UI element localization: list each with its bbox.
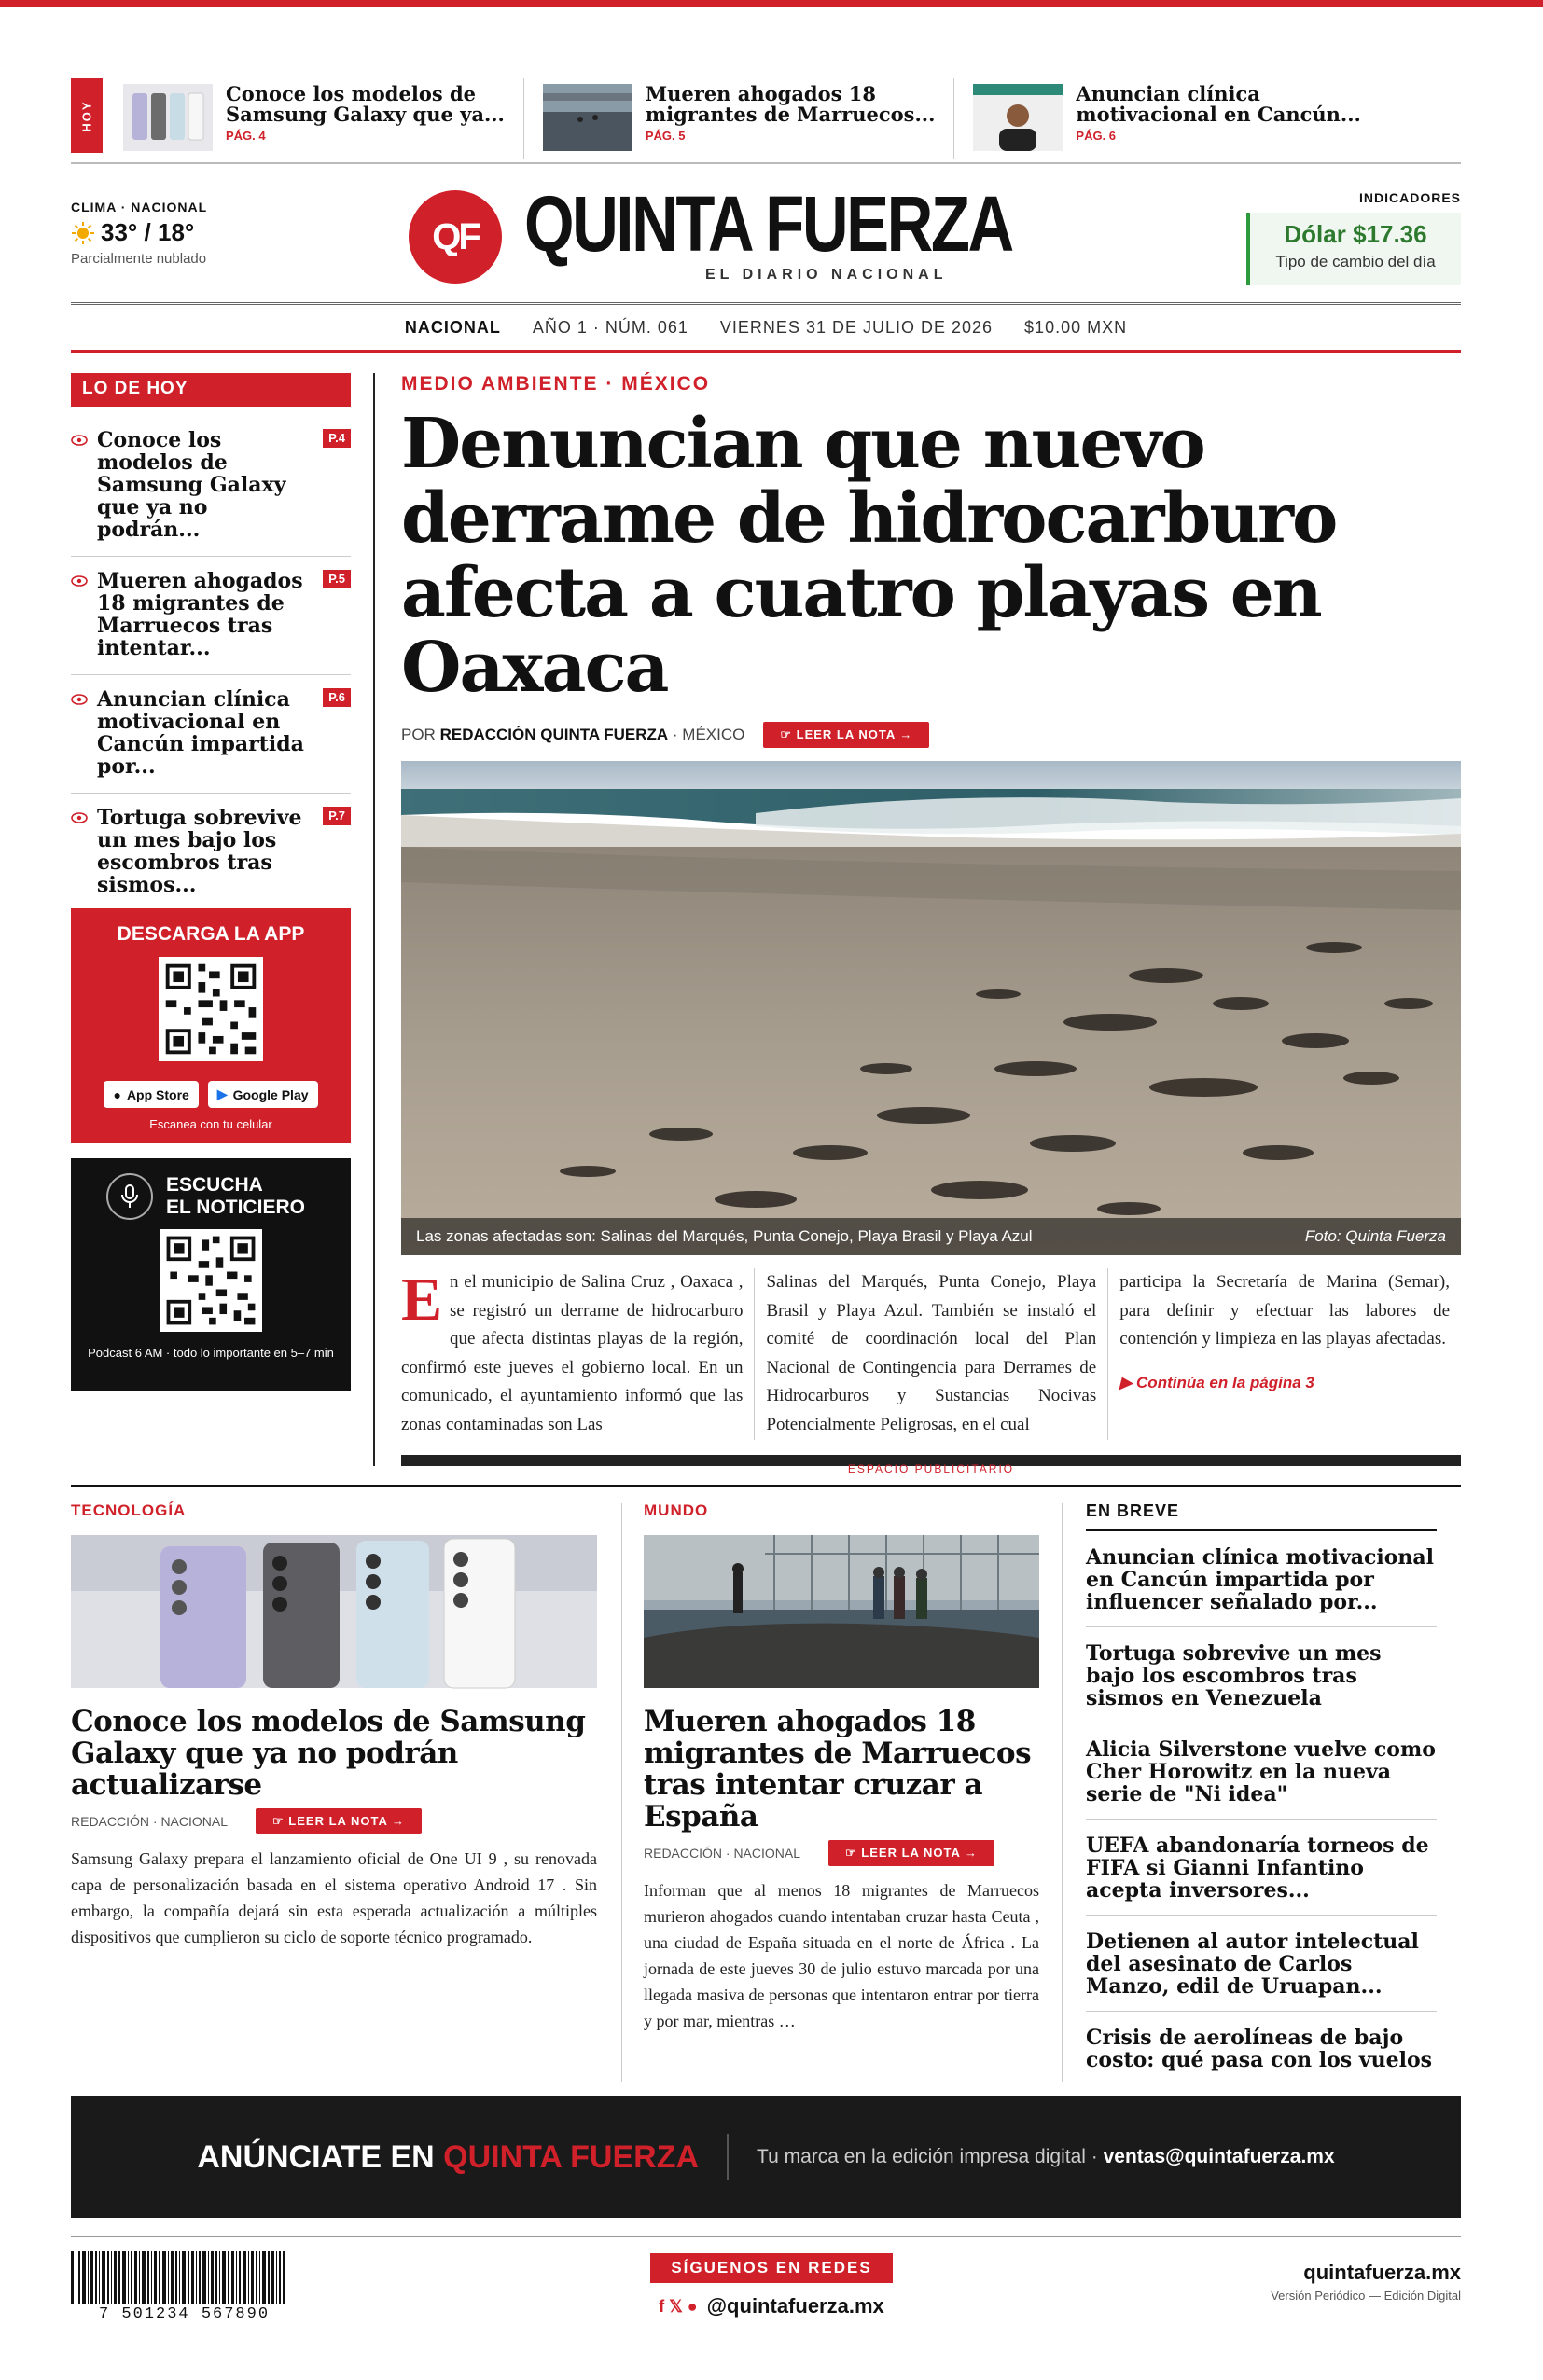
tech-tag: TECNOLOGÍA <box>71 1501 187 1519</box>
article-kicker: MEDIO AMBIENTE · MÉXICO <box>401 373 711 394</box>
sidebar-item-text: Mueren ahogados 18 migrantes de Marruecos tras intentar... <box>97 569 303 660</box>
article-col-3: participa la Secretaría de Marina (Semar), para definir y efectuar las labores de contención y limpieza en las playas afectadas. ▶ Continúa en la página 3 <box>1107 1268 1461 1440</box>
oil-spill-beach-photo <box>401 761 1461 1255</box>
exchange-rate-value: Dólar $17.36 <box>1284 220 1427 248</box>
play-icon: ▶ <box>216 1086 228 1101</box>
footer-rule <box>71 2236 1461 2237</box>
lead-article <box>401 373 1461 748</box>
caption-text: Las zonas afectadas son: Salinas del Marqués, Punta Conejo, Playa Brasil y Playa Azul <box>416 1227 1033 1245</box>
meta-section: NACIONAL <box>404 317 501 337</box>
world-headline[interactable]: Mueren ahogados 18 migrantes de Marruecos tras intentar cruzar a España <box>644 1705 1032 1833</box>
tech-text: Samsung Galaxy prepara el lanzamiento oficial de One UI 9 , su renovada capa de personalización basada en el sistema operativo Android 17 . Sin embargo, la compañía dejará sin esta esperada actualización a múltiples dispositivos que cumplieron su ciclo de soporte técnico programado. <box>71 1849 597 1946</box>
dropcap: E <box>401 1266 443 1334</box>
teaser-title: Anuncian clínica motivacional en Cancún... <box>1076 82 1361 126</box>
brief-item[interactable]: Anuncian clínica motivacional en Cancún impartida por influencer señalado por... <box>1086 1531 1437 1627</box>
advertise-banner[interactable] <box>71 2096 1461 2218</box>
samsung-phones-thumbnail <box>123 84 213 151</box>
weather-widget <box>71 200 207 267</box>
photo-caption <box>401 1218 1461 1255</box>
section-rule <box>71 1485 1461 1488</box>
sidebar-item-text: Conoce los modelos de Samsung Galaxy que ya no podrán... <box>97 428 286 542</box>
brief-item[interactable]: UEFA abandonaría torneos de FIFA si Gianni Infantino acepta inversores... <box>1086 1820 1437 1916</box>
app-download-box <box>71 908 351 1143</box>
column-divider <box>1062 1503 1063 2082</box>
tech-headline[interactable]: Conoce los modelos de Samsung Galaxy que ya no podrán actualizarse <box>71 1705 586 1802</box>
article-col-1: En el municipio de Salina Cruz , Oaxaca , se registró un derrame de hidrocarburo que afecta distintas playas de la región, confirmó este jueves el gobierno local. En un comunicado, el ayuntamiento informó que las zonas contaminadas son Las <box>401 1266 744 1434</box>
microphone-icon <box>106 1173 153 1220</box>
google-play-button[interactable]: ▶ Google Play <box>208 1081 318 1108</box>
social-header: SÍGUENOS EN REDES <box>650 2253 892 2283</box>
meta-price: $10.00 MXN <box>1024 317 1128 337</box>
podcast-box <box>71 1158 351 1391</box>
app-qr-code[interactable] <box>159 957 263 1061</box>
influencer-portrait-thumbnail <box>973 84 1063 151</box>
advertise-email[interactable]: ventas@quintafuerza.mx <box>1103 2146 1335 2167</box>
store-badges <box>71 1081 351 1108</box>
indicators-label: INDICADORES <box>1358 190 1461 205</box>
left-sidebar <box>71 373 351 924</box>
teaser-page: PÁG. 6 <box>1076 129 1117 143</box>
app-scan-hint: Escanea con tu celular <box>149 1117 272 1131</box>
brief-item[interactable]: Detienen al autor intelectual del asesinato de Carlos Manzo, edil de Uruapan... <box>1086 1916 1437 2012</box>
meta-edition: AÑO 1 · NÚM. 061 <box>532 317 688 337</box>
world-byline: REDACCIÓN · NACIONAL ☞ LEER LA NOTA → <box>644 1840 1039 1866</box>
sidebar-item-page: P.5 <box>323 570 351 588</box>
banner-divider <box>727 2134 729 2180</box>
tech-read-button[interactable]: ☞ LEER LA NOTA → <box>256 1808 422 1834</box>
teaser-title: Mueren ahogados 18 migrantes de Marruecos... <box>645 82 936 126</box>
site-info <box>1271 2261 1461 2303</box>
weather-temp: 33° / 18° <box>71 218 207 247</box>
eye-icon <box>71 694 88 705</box>
brief-item[interactable]: Alicia Silverstone vuelve como Cher Horowitz en la nueva serie de "Ni idea" <box>1086 1723 1437 1820</box>
teaser-title: Conoce los modelos de Samsung Galaxy que ya... <box>226 82 505 126</box>
tech-section <box>71 1501 597 1950</box>
sidebar-item[interactable] <box>71 807 351 911</box>
teaser-strip <box>71 78 1461 164</box>
top-accent-bar <box>0 0 1543 7</box>
weather-desc: Parcialmente nublado <box>71 251 207 267</box>
barcode-number: 7 501234 567890 <box>99 2305 271 2323</box>
logo-tagline: EL DIARIO NACIONAL <box>705 267 948 283</box>
eye-icon <box>71 575 88 587</box>
samsung-phones-photo <box>71 1535 597 1688</box>
edition-meta-line <box>71 302 1461 353</box>
logo-badge[interactable]: QF <box>409 190 502 284</box>
sidebar-item-page: P.6 <box>323 688 351 707</box>
column-divider <box>621 1503 622 2082</box>
brief-section <box>1086 1501 1437 2084</box>
exchange-rate-box <box>1246 213 1461 285</box>
weather-label: CLIMA · NACIONAL <box>71 200 208 214</box>
read-article-button[interactable]: ☞ LEER LA NOTA → <box>763 722 929 748</box>
apple-icon: ● <box>113 1086 121 1102</box>
brief-item[interactable]: Tortuga sobrevive un mes bajo los escombros tras sismos en Venezuela <box>1086 1627 1437 1723</box>
brief-item[interactable]: Crisis de aerolíneas de bajo costo: qué pasa con los vuelos <box>1086 2026 1433 2072</box>
eye-icon <box>71 812 88 823</box>
hoy-tab: HOY <box>71 78 103 153</box>
article-byline: POR REDACCIÓN QUINTA FUERZA · MÉXICO ☞ LEER LA NOTA → <box>401 722 1461 748</box>
continue-link[interactable]: ▶ Continúa en la página 3 <box>1119 1373 1314 1391</box>
advertise-title: ANÚNCIATE EN QUINTA FUERZA <box>197 2138 700 2175</box>
article-headline[interactable]: Denuncian que nuevo derrame de hidrocarburo afecta a cuatro playas en Oaxaca <box>401 404 1337 708</box>
migrants-breakwater-photo <box>644 1535 1039 1688</box>
podcast-header: ESCUCHA EL NOTICIERO <box>71 1158 351 1220</box>
photo-credit: Foto: Quinta Fuerza <box>1304 1227 1446 1245</box>
ad-space-strip: ESPACIO PUBLICITARIO <box>401 1455 1461 1466</box>
podcast-sub: Podcast 6 AM · todo lo importante en 5–7 min <box>88 1346 334 1360</box>
indicators-widget <box>1246 190 1461 285</box>
sidebar-item-text: Anuncian clínica motivacional en Cancún impartida por... <box>97 687 304 779</box>
migrants-coast-thumbnail <box>543 84 632 151</box>
meta-date: VIERNES 31 DE JULIO DE 2026 <box>719 317 994 337</box>
article-col-2: Salinas del Marqués, Punta Conejo, Playa Brasil y Playa Azul. También se instaló el comité de coordinación local del Plan Nacional de Contingencia para Derrames de Hidrocarburos y Sustancias Nocivas Potencialmente Peligrosas, en el cual <box>754 1268 1107 1440</box>
sidebar-item-page: P.7 <box>323 807 351 825</box>
teaser-page: PÁG. 4 <box>226 129 266 143</box>
teaser-migrants[interactable] <box>523 78 954 159</box>
tech-byline: REDACCIÓN · NACIONAL ☞ LEER LA NOTA → <box>71 1808 597 1834</box>
podcast-qr-code[interactable] <box>160 1229 262 1332</box>
social-icons[interactable]: f 𝕏 ● <box>659 2296 698 2316</box>
app-store-button[interactable]: ● App Store <box>104 1081 198 1108</box>
site-version: Versión Periódico — Edición Digital <box>1271 2289 1461 2303</box>
site-url[interactable]: quintafuerza.mx <box>1303 2261 1461 2284</box>
sidebar-list <box>71 429 351 911</box>
sun-icon <box>71 221 95 245</box>
social-handle[interactable]: @quintafuerza.mx <box>706 2294 884 2318</box>
sidebar-item-text: Tortuga sobrevive un mes bajo los escombros tras sismos... <box>97 806 302 897</box>
column-divider <box>373 373 375 1466</box>
world-read-button[interactable]: ☞ LEER LA NOTA → <box>828 1840 994 1866</box>
sidebar-item[interactable] <box>71 429 351 557</box>
logo-wordmark[interactable]: QUINTA FUERZA <box>524 180 1012 268</box>
app-header: DESCARGA LA APP <box>117 923 305 945</box>
article-body <box>401 1268 1461 1440</box>
teaser-samsung[interactable] <box>103 78 523 159</box>
advertise-contact: Tu marca en la edición impresa digital · ventas@quintafuerza.mx <box>757 2146 1335 2167</box>
world-section <box>644 1501 1039 2034</box>
teaser-page: PÁG. 5 <box>645 129 686 143</box>
brief-tag: EN BREVE <box>1086 1501 1437 1531</box>
sidebar-item[interactable] <box>71 570 351 675</box>
exchange-rate-sub: Tipo de cambio del día <box>1275 253 1436 270</box>
eye-icon <box>71 435 88 446</box>
world-tag: MUNDO <box>644 1501 709 1519</box>
teaser-clinic[interactable] <box>953 78 1379 159</box>
world-text: Informan que al menos 18 migrantes de Marruecos murieron ahogados cuando intentaban cruzar hasta Ceuta , una ciudad de España situada en el norte de África . La jornada de este jueves 30 de julio estuvo marcada por una llegada masiva de personas que intentaron entrar por tierra y por mar, mientras … <box>644 1881 1039 2030</box>
sidebar-header: LO DE HOY <box>71 373 351 407</box>
sidebar-item[interactable] <box>71 688 351 794</box>
sidebar-item-page: P.4 <box>323 429 351 448</box>
